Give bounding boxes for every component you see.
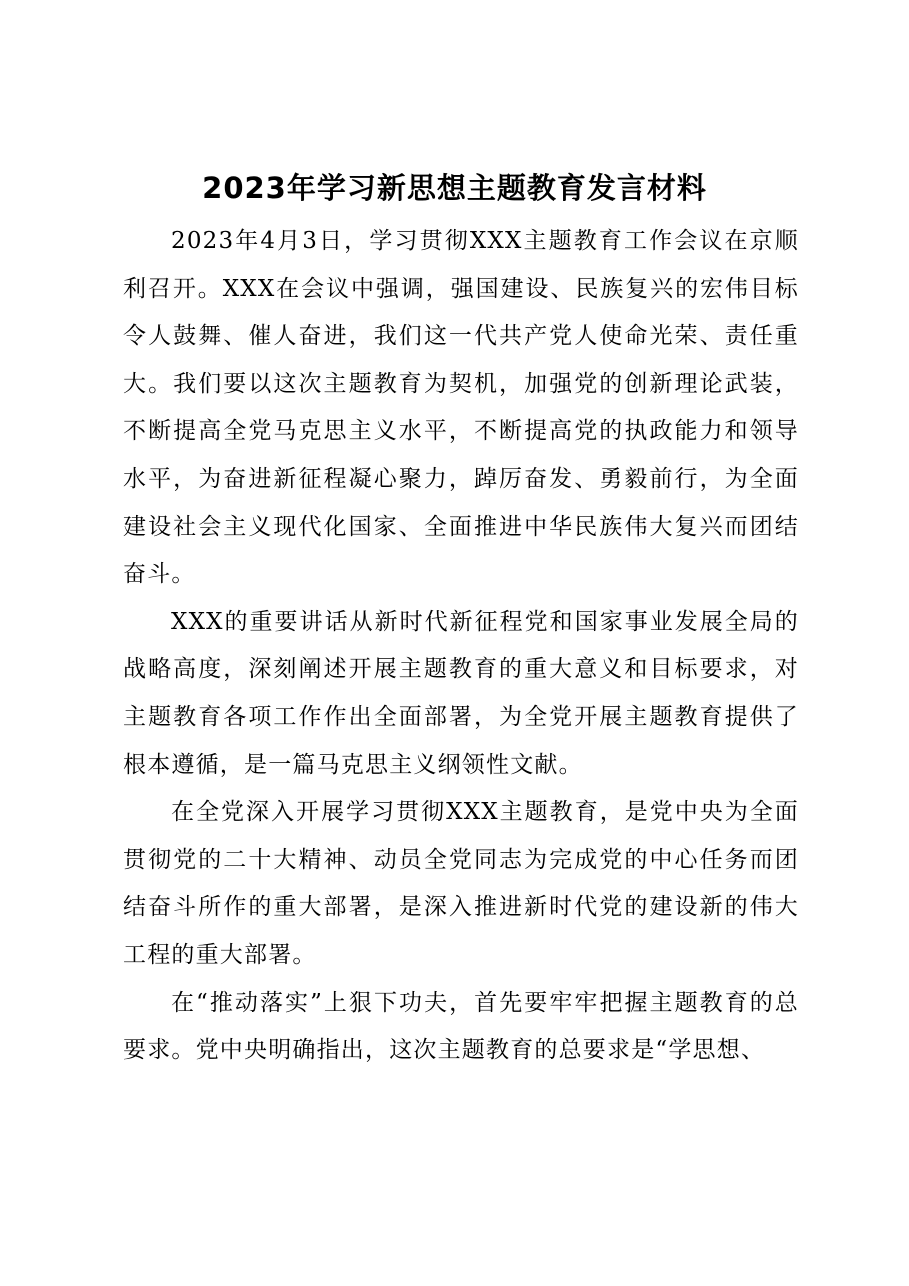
paragraph-4: 在“推动落实”上狠下功夫，首先要牢牢把握主题教育的总要求。党中央明确指出，这次主题教育的总要求是“学思想、	[123, 989, 799, 1064]
paragraph-1: 2023年4月3日，学习贯彻XXX主题教育工作会议在京顺利召开。XXX在会议中强调，强国建设、民族复兴的宏伟目标令人鼓舞、催人奋进，我们这一代共产党人使命光荣、责任重大。我们要以这次主题教育为契机，加强党的创新理论武装，不断提高全党马克思主义水平，不断提高党的执政能力和领导水平，为奋进新征程凝心聚力，踔厉奋发、勇毅前行，为全面建设社会主义现代化国家、全面推进中华民族伟大复兴而团结奋斗。	[123, 228, 799, 588]
document-body	[123, 218, 799, 1075]
document-title: 2023年学习新思想主题教育发言材料	[202, 171, 707, 205]
paragraph-2: XXX的重要讲话从新时代新征程党和国家事业发展全局的战略高度，深刻阐述开展主题教育的重大意义和目标要求，对主题教育各项工作作出全面部署，为全党开展主题教育提供了根本遵循，是一篇马克思主义纲领性文献。	[123, 608, 799, 778]
paragraph-3: 在全党深入开展学习贯彻XXX主题教育，是党中央为全面贯彻党的二十大精神、动员全党同志为完成党的中心任务而团结奋斗所作的重大部署，是深入推进新时代党的建设新的伟大工程的重大部署。	[123, 799, 799, 968]
